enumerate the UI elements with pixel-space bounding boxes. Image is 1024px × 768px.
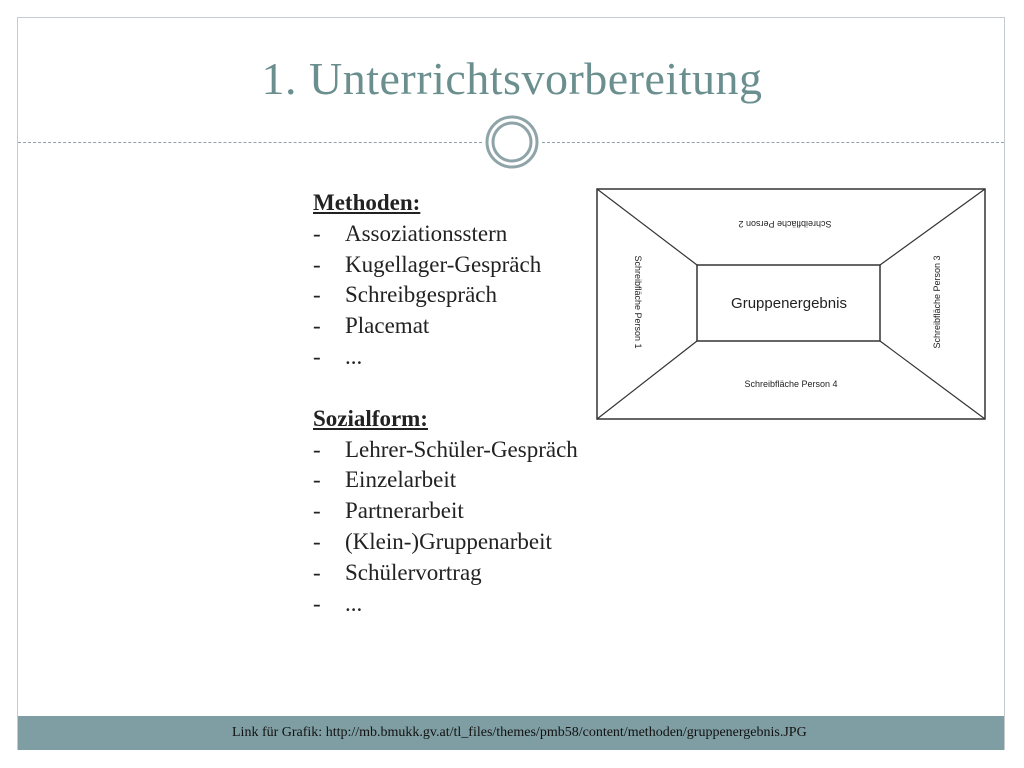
bullet-dash: - [313, 251, 321, 277]
person-1-label: Schreibfläche Person 1 [633, 255, 643, 349]
content-text [313, 188, 578, 619]
list-item [313, 250, 578, 281]
list-item [313, 589, 578, 620]
center-label: Gruppenergebnis [731, 295, 847, 312]
bullet-dash: - [313, 436, 321, 462]
method-label: Kugellager-Gespräch [345, 251, 542, 277]
list-item [313, 558, 578, 589]
bullet-dash: - [313, 590, 321, 616]
social-form-label: Einzelarbeit [345, 467, 457, 493]
title-divider-left [18, 142, 482, 143]
social-form-list [313, 435, 578, 620]
person-2-label: Schreibfläche Person 2 [738, 219, 832, 229]
bullet-dash: - [313, 559, 321, 585]
list-item [313, 342, 578, 373]
list-item [313, 527, 578, 558]
list-item [313, 280, 578, 311]
title-divider-right [542, 142, 1004, 143]
list-item [313, 219, 578, 250]
social-form-label: Partnerarbeit [345, 498, 464, 524]
method-label: Schreibgespräch [345, 282, 497, 308]
person-4-label: Schreibfläche Person 4 [744, 379, 838, 389]
list-item [313, 496, 578, 527]
bullet-dash: - [313, 528, 321, 554]
social-form-label: Lehrer-Schüler-Gespräch [345, 436, 578, 462]
method-label: Placemat [345, 313, 430, 339]
social-form-heading: Sozialform: [313, 405, 428, 431]
methods-list [313, 219, 578, 373]
method-label: Assoziationsstern [345, 220, 508, 246]
slide-title: 1. Unterrichtsvorbereitung [261, 53, 763, 104]
bullet-dash: - [313, 467, 321, 493]
methods-heading: Methoden: [313, 190, 421, 215]
bullet-dash: - [313, 220, 321, 246]
bullet-dash: - [313, 498, 321, 524]
bullet-dash: - [313, 282, 321, 308]
list-item [313, 435, 578, 466]
social-form-label: ... [345, 590, 363, 616]
circle-ornament-icon [483, 113, 541, 171]
list-item [313, 311, 578, 342]
social-form-label: (Klein-)Gruppenarbeit [345, 528, 552, 554]
section-spacer [313, 373, 578, 404]
placemat-diagram [596, 188, 986, 420]
method-label: ... [345, 343, 363, 369]
bullet-dash: - [313, 343, 321, 369]
footer-link-text: Link für Grafik: http://mb.bmukk.gv.at/tl_files/themes/pmb58/content/methoden/gruppenergebnis.JPG [232, 725, 807, 740]
list-item [313, 465, 578, 496]
bullet-dash: - [313, 313, 321, 339]
person-3-label: Schreibfläche Person 3 [932, 255, 942, 349]
social-form-label: Schülervortrag [345, 559, 482, 585]
